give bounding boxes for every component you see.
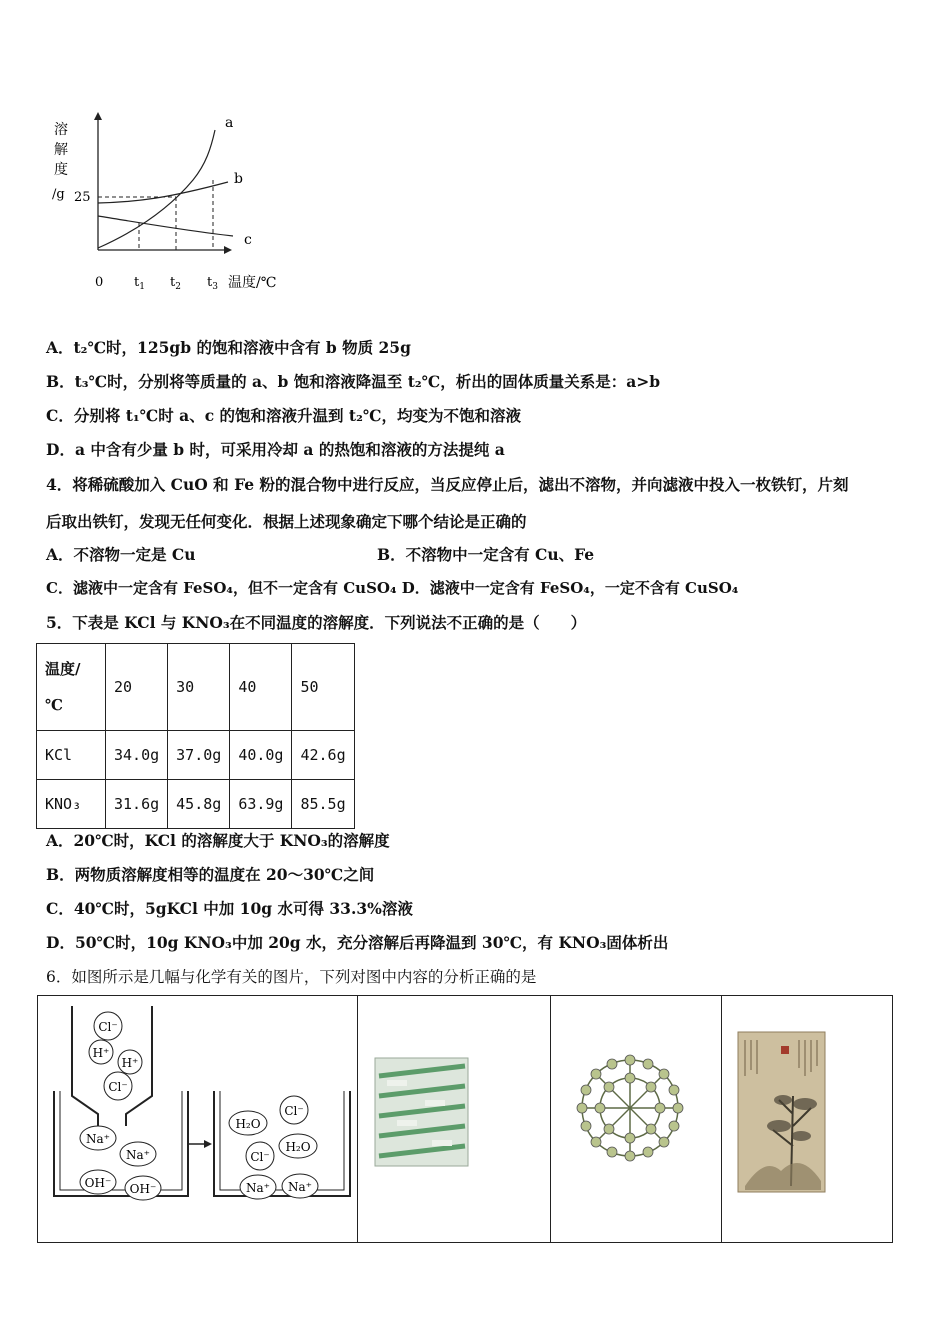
desiccant-cell (357, 996, 551, 1242)
q6-figure-panel (37, 995, 893, 1243)
table-cell: 85.5g (292, 780, 354, 829)
table-header-row (37, 644, 355, 731)
c60-molecule-image (550, 996, 721, 1242)
table-cell: 34.0g (106, 731, 168, 780)
x-tick-t1: $t_1$ (134, 275, 145, 292)
q4-option-a: A．不溶物一定是 Cu (46, 545, 196, 564)
q3-option-c: C．分别将 t₁℃时 a、c 的饱和溶液升温到 t₂℃，均变为不饱和溶液 (46, 406, 521, 425)
curve-label-a: a (225, 115, 234, 131)
ion-na: Na⁺ (288, 1180, 312, 1194)
q4-option-b: B．不溶物中一定含有 Cu、Fe (377, 545, 595, 564)
ion-h: H⁺ (92, 1046, 110, 1060)
curve-label-b: b (234, 171, 243, 187)
curve-b (98, 182, 228, 203)
q5-option-b: B．两物质溶解度相等的温度在 20～30℃之间 (46, 865, 375, 884)
y-label-1: 溶 (54, 122, 68, 138)
q6-stem: 6．如图所示是几幅与化学有关的图片，下列对图中内容的分析正确的是 (46, 968, 537, 986)
neutralization-cell (38, 996, 358, 1242)
molecule-h2o: H₂O (235, 1117, 261, 1131)
row-label: KNO₃ (37, 780, 106, 829)
table-cell: 42.6g (292, 731, 354, 780)
curve-a (98, 130, 215, 248)
y-label-3: 度 (54, 162, 68, 178)
ion-cl: Cl⁻ (250, 1150, 270, 1164)
header-cell: 50 (292, 644, 354, 731)
ink-painting-image (721, 996, 892, 1242)
q5-stem: 5．下表是 KCl 与 KNO₃在不同温度的溶解度．下列说法不正确的是（ ） (46, 613, 587, 632)
curve-label-c: c (244, 232, 252, 248)
table-cell: 37.0g (168, 731, 230, 780)
q4-stem-line1: 4．将稀硫酸加入 CuO 和 Fe 粉的混合物中进行反应，当反应停止后，滤出不溶物，并向滤液中投入一枚铁钉，片刻 (46, 475, 849, 494)
c60-cell (550, 996, 722, 1242)
header-cell: 20 (106, 644, 168, 731)
origin-label: 0 (95, 275, 104, 290)
q3-option-a: A．t₂℃时，125gb 的饱和溶液中含有 b 物质 25g (46, 338, 411, 357)
ion-cl: Cl⁻ (98, 1020, 118, 1034)
x-tick-t3: $t_3$ (207, 275, 218, 292)
q5-option-a: A．20℃时，KCl 的溶解度大于 KNO₃的溶解度 (46, 831, 390, 850)
header-temperature: 温度/ ℃ (37, 644, 106, 731)
solubility-graph (48, 110, 298, 295)
row-label: KCl (37, 731, 106, 780)
table-cell: 45.8g (168, 780, 230, 829)
ion-na: Na⁺ (246, 1181, 270, 1195)
ion-oh: OH⁻ (129, 1182, 157, 1196)
table-cell: 63.9g (230, 780, 292, 829)
table-cell: 31.6g (106, 780, 168, 829)
ion-cl: Cl⁻ (284, 1104, 304, 1118)
table-row (37, 731, 355, 780)
header-cell: 30 (168, 644, 230, 731)
x-tick-t2: $t_2$ (170, 275, 181, 292)
ion-na: Na⁺ (126, 1148, 150, 1162)
neutralization-diagram (38, 996, 357, 1242)
q4-option-cd: C．滤液中一定含有 FeSO₄，但不一定含有 CuSO₄ D．滤液中一定含有 FeSO₄，一定不含有 CuSO₄ (46, 579, 739, 597)
painting-cell (721, 996, 892, 1242)
y-label-4: /g (52, 187, 65, 202)
x-axis-label: 温度/℃ (228, 275, 277, 291)
q5-option-d: D．50℃时，10g KNO₃中加 20g 水，充分溶解后再降温到 30℃，有 KNO₃固体析出 (46, 933, 669, 952)
header-cell: 40 (230, 644, 292, 731)
desiccant-packet-image (357, 996, 550, 1242)
ion-na: Na⁺ (86, 1132, 110, 1146)
ion-cl: Cl⁻ (108, 1080, 128, 1094)
q5-option-c: C．40℃时，5gKCl 中加 10g 水可得 33.3%溶液 (46, 899, 413, 918)
y-tick-25: 25 (74, 190, 91, 205)
ion-h: H⁺ (121, 1056, 139, 1070)
q4-stem-line2: 后取出铁钉，发现无任何变化．根据上述现象确定下哪个结论是正确的 (46, 512, 527, 531)
table-row (37, 780, 355, 829)
molecule-h2o: H₂O (285, 1140, 311, 1154)
q3-option-b: B．t₃℃时，分别将等质量的 a、b 饱和溶液降温至 t₂℃，析出的固体质量关系是：a>b (46, 372, 661, 391)
y-label-2: 解 (54, 142, 68, 158)
ion-oh: OH⁻ (84, 1176, 112, 1190)
q3-option-d: D．a 中含有少量 b 时，可采用冷却 a 的热饱和溶液的方法提纯 a (46, 440, 505, 459)
table-cell: 40.0g (230, 731, 292, 780)
solubility-table (36, 643, 355, 829)
